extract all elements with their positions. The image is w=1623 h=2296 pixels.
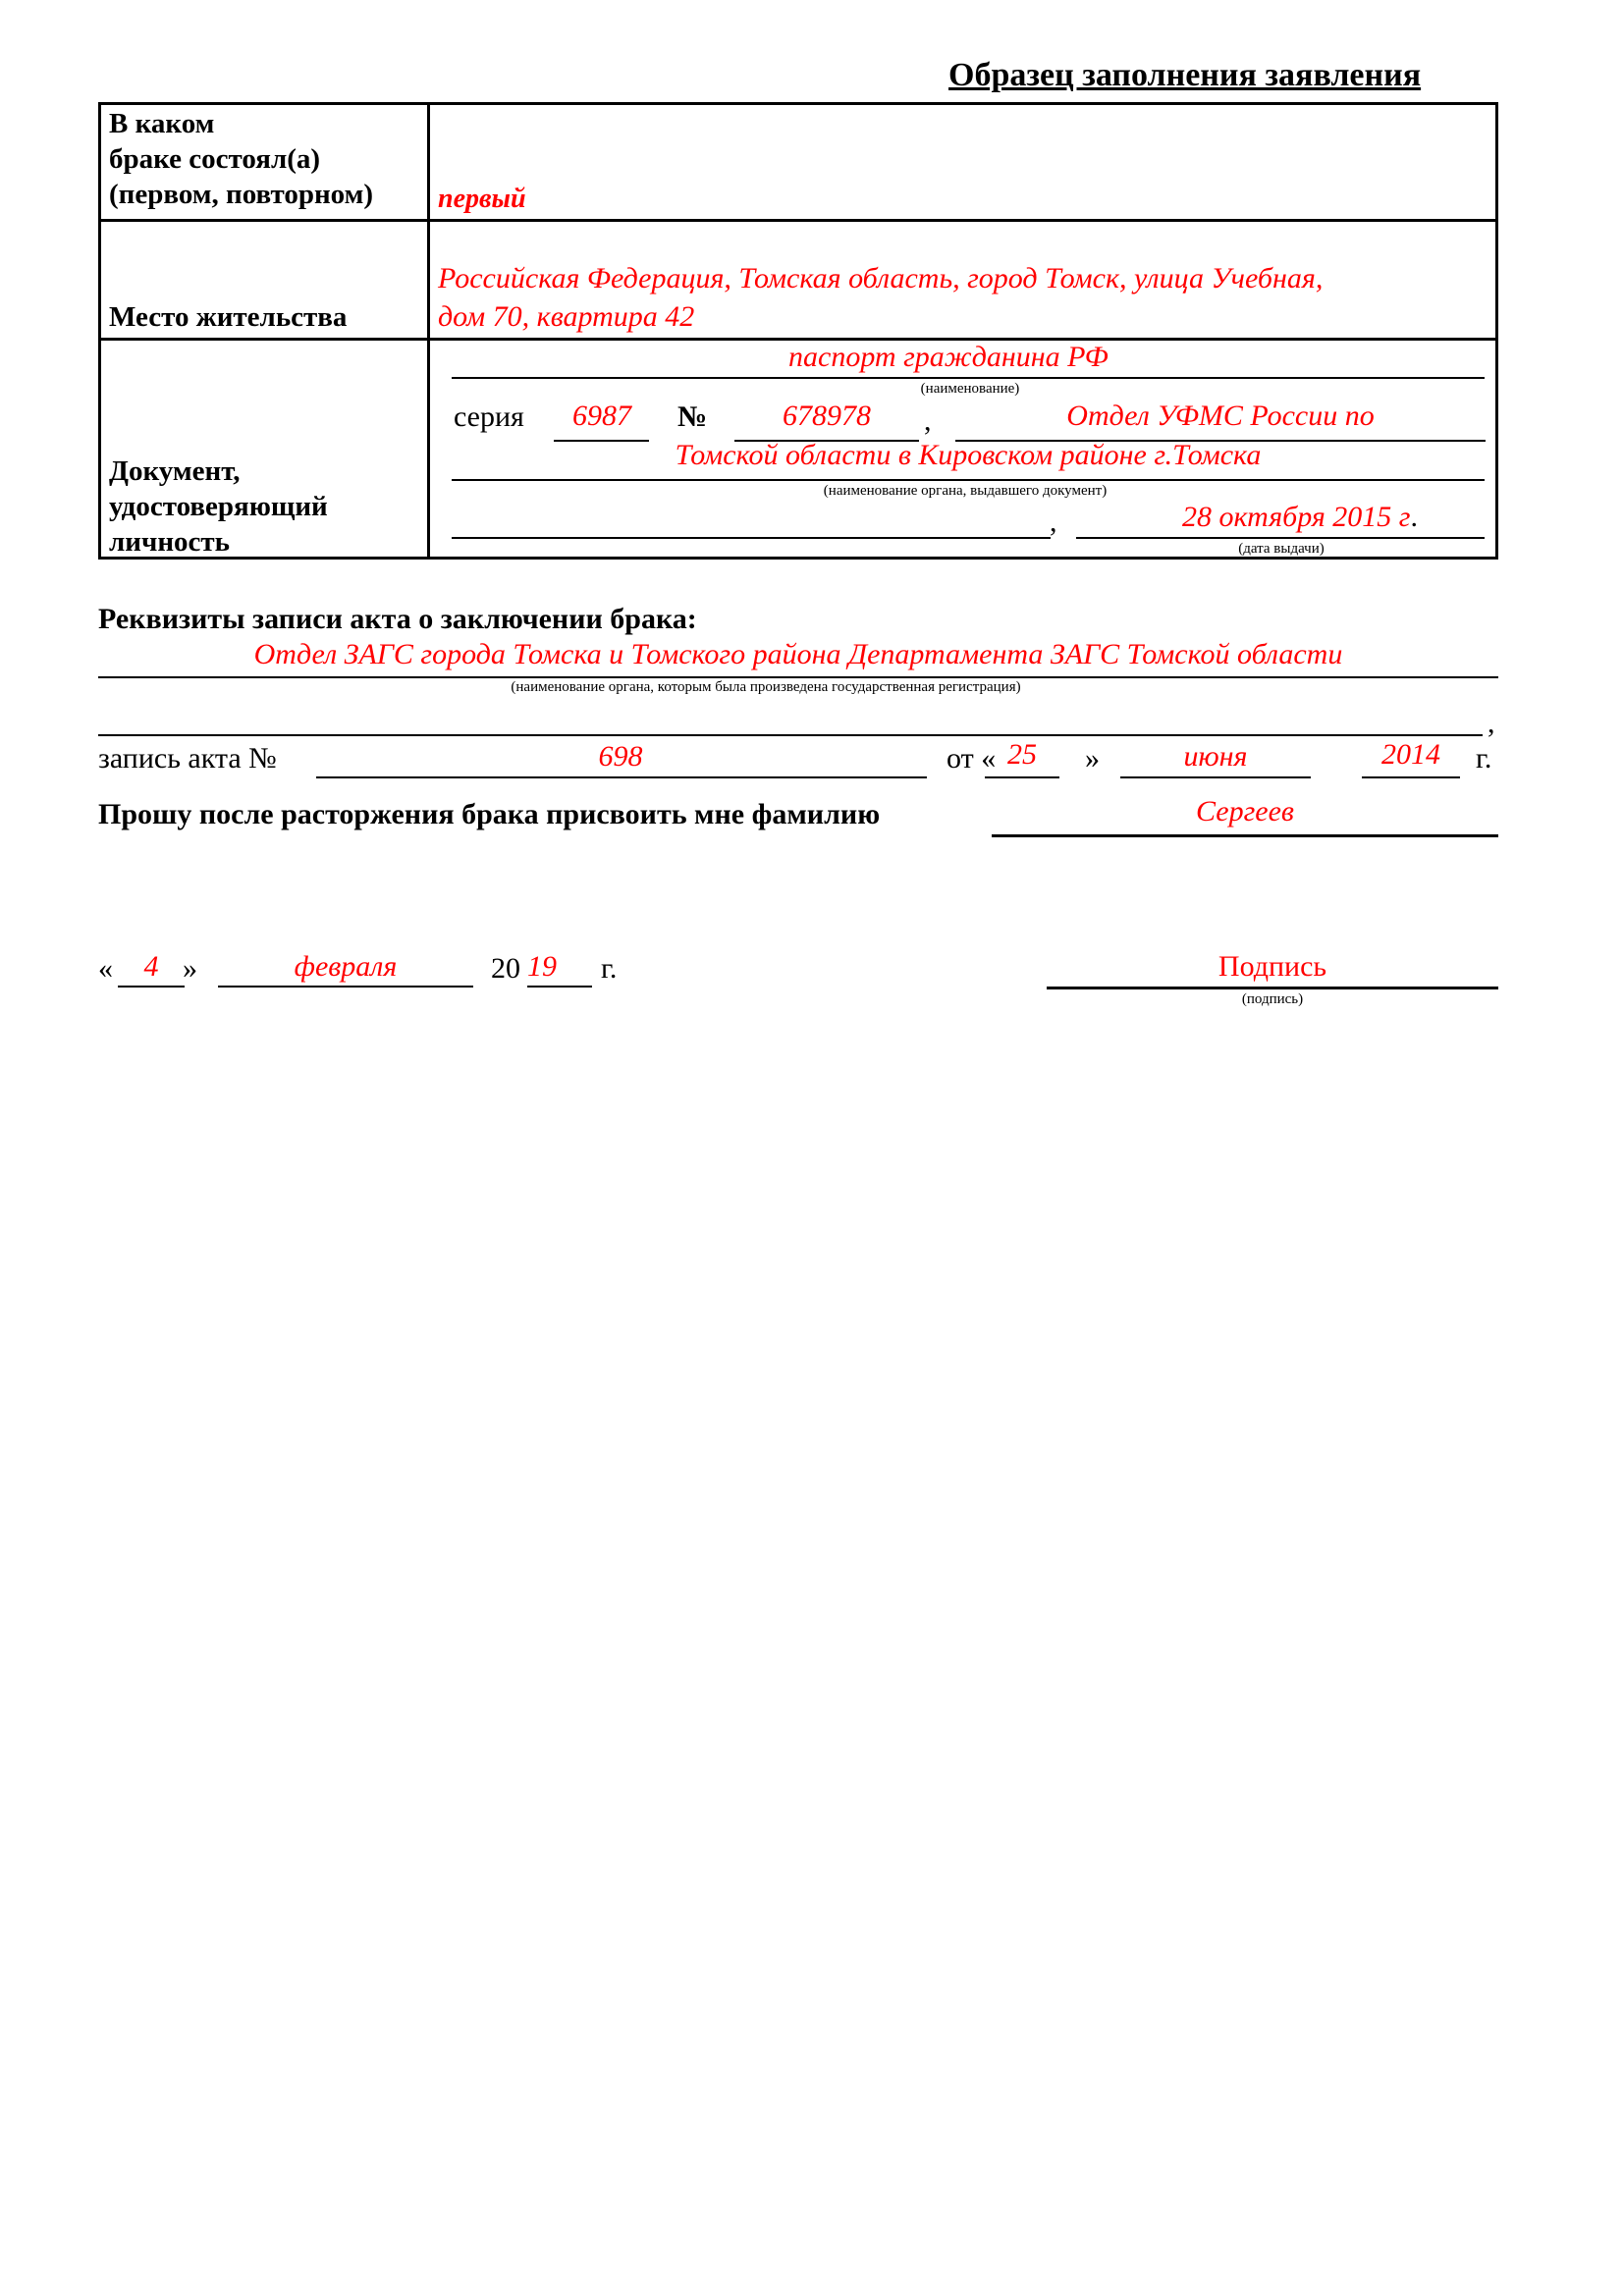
record-close-quote: » bbox=[1085, 742, 1100, 774]
date-month-value[interactable]: февраля bbox=[294, 950, 398, 983]
record-year-suffix: г. bbox=[1476, 742, 1492, 774]
authority-extra-underline bbox=[98, 734, 1483, 736]
registration-authority-underline bbox=[98, 676, 1498, 678]
page-title: Образец заполнения заявления bbox=[948, 57, 1422, 93]
issue-date-comma: , bbox=[1050, 506, 1057, 538]
doc-name-underline bbox=[452, 377, 1485, 379]
issuer-caption: (наименование органа, выдавшего документ) bbox=[823, 483, 1108, 499]
issue-date-underline bbox=[1076, 537, 1485, 539]
registration-authority-caption: (наименование органа, которым была произведена государственная регистрация) bbox=[511, 679, 1021, 695]
issue-date-wrapper bbox=[1076, 501, 1485, 534]
record-number-label: запись акта № bbox=[98, 742, 277, 774]
marriage-type-label-line-1: В каком bbox=[109, 108, 215, 139]
authority-trailing-comma: , bbox=[1488, 707, 1495, 739]
issuer-underline-2 bbox=[452, 479, 1485, 481]
signature-underline bbox=[1047, 987, 1498, 989]
series-label: серия bbox=[454, 400, 524, 433]
identity-doc-label-line-3: личность bbox=[109, 526, 230, 558]
record-day-value[interactable]: 25 bbox=[1007, 738, 1037, 771]
issue-date-value[interactable]: 28 октября 2015 г bbox=[1182, 501, 1411, 533]
record-year-underline bbox=[1362, 776, 1460, 778]
date-year-value[interactable]: 19 bbox=[527, 950, 557, 983]
marriage-type-value[interactable]: первый bbox=[438, 184, 526, 214]
residence-label: Место жительства bbox=[109, 301, 348, 333]
residence-value-line-2[interactable]: дом 70, квартира 42 bbox=[438, 300, 695, 333]
residence-value-line-1[interactable]: Российская Федерация, Томская область, город Томск, улица Учебная, bbox=[438, 262, 1324, 294]
date-year-prefix: 20 bbox=[491, 952, 520, 985]
record-year-value[interactable]: 2014 bbox=[1381, 738, 1440, 771]
record-number-value[interactable]: 698 bbox=[598, 740, 643, 773]
record-month-underline bbox=[1120, 776, 1311, 778]
signature-value[interactable]: Подпись bbox=[1217, 950, 1327, 983]
surname-underline bbox=[992, 834, 1498, 837]
record-month-value[interactable]: июня bbox=[1183, 740, 1248, 773]
date-year-g: г. bbox=[601, 952, 618, 985]
date-close-quote: » bbox=[183, 952, 197, 985]
record-day-underline bbox=[985, 776, 1059, 778]
signature-caption: (подпись) bbox=[1241, 991, 1304, 1007]
marriage-type-label-line-3: (первом, повторном) bbox=[109, 179, 374, 210]
date-open-quote: « bbox=[98, 952, 113, 985]
number-value[interactable]: 678978 bbox=[783, 400, 871, 432]
date-month-underline bbox=[218, 986, 473, 988]
from-label: от « bbox=[947, 742, 997, 774]
issuer-value-line-1[interactable]: Отдел УФМС России по bbox=[1066, 400, 1375, 432]
issue-date-caption: (дата выдачи) bbox=[1238, 541, 1325, 557]
issuer-value-line-2[interactable]: Томской области в Кировском районе г.Томска bbox=[675, 439, 1262, 471]
surname-request-label: Прошу после расторжения брака присвоить мне фамилию bbox=[98, 798, 881, 830]
date-day-underline bbox=[118, 986, 185, 988]
doc-name-value[interactable]: паспорт гражданина РФ bbox=[788, 341, 1109, 373]
identity-doc-label-line-2: удостоверяющий bbox=[109, 491, 328, 522]
issue-date-blank-underline bbox=[452, 537, 1051, 539]
issue-date-dot: . bbox=[1410, 501, 1418, 533]
table-row-divider bbox=[101, 219, 1495, 222]
date-year-underline bbox=[527, 986, 592, 988]
table-column-divider bbox=[427, 105, 430, 557]
marriage-type-label-line-2: браке состоял(а) bbox=[109, 143, 321, 175]
record-number-underline bbox=[316, 776, 927, 778]
date-day-value[interactable]: 4 bbox=[143, 950, 159, 983]
applicant-info-table bbox=[98, 102, 1498, 560]
number-label: № bbox=[677, 400, 708, 433]
comma: , bbox=[924, 404, 932, 437]
surname-value[interactable]: Сергеев bbox=[1196, 795, 1294, 828]
doc-name-caption: (наименование) bbox=[920, 381, 1020, 397]
registration-authority-value[interactable]: Отдел ЗАГС города Томска и Томского района Департамента ЗАГС Томской области bbox=[253, 638, 1343, 670]
identity-doc-label-line-1: Документ, bbox=[109, 455, 241, 487]
series-value[interactable]: 6987 bbox=[572, 400, 631, 432]
marriage-record-heading: Реквизиты записи акта о заключении брака: bbox=[98, 603, 697, 635]
